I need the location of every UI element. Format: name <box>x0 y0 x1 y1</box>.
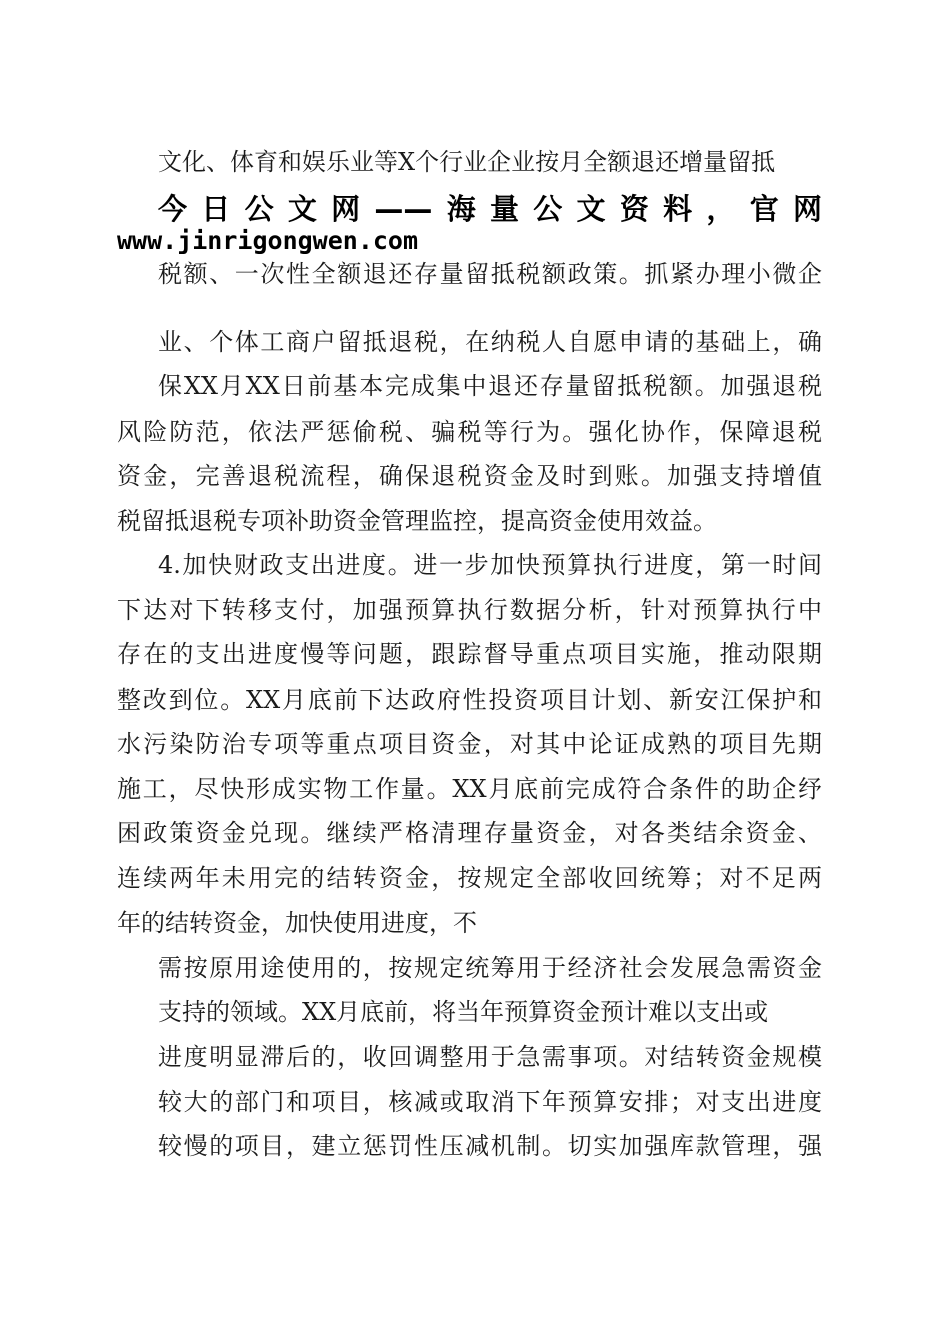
para1-line: 税留抵退税专项补助资金管理监控，提高资金使用效益。 <box>117 507 717 535</box>
watermark-url: www.jinrigongwen.com <box>117 226 419 255</box>
para3-line: 较大的部门和项目，核减或取消下年预算安排；对支出进度 <box>158 1088 822 1116</box>
watermark-title: 今日公文网——海量公文资料，官网 <box>158 192 822 226</box>
para2-line: 年的结转资金，加快使用进度，不 <box>117 909 477 937</box>
para1-line: 风险防范，依法严惩偷税、骗税等行为。强化协作，保障退税 <box>117 418 822 446</box>
para2-line: 整改到位。XX月底前下达政府性投资项目计划、新安江保护和 <box>117 686 822 714</box>
para2-line: 下达对下转移支付，加强预算执行数据分析，针对预算执行中 <box>117 596 822 624</box>
para2-line: 水污染防治专项等重点项目资金，对其中论证成熟的项目先期 <box>117 730 822 758</box>
para2-line: 困政策资金兑现。继续严格清理存量资金，对各类结余资金、 <box>117 819 822 847</box>
para3-line: 支持的领域。XX月底前，将当年预算资金预计难以支出或 <box>158 998 769 1026</box>
para1-line: 业、个体工商户留抵退税，在纳税人自愿申请的基础上，确 <box>158 328 822 356</box>
intro-line: 文化、体育和娱乐业等X个行业企业按月全额退还增量留抵 <box>158 148 776 176</box>
para2-line: 4.加快财政支出进度。进一步加快预算执行进度，第一时间 <box>158 551 822 579</box>
para1-line: 保XX月XX日前基本完成集中退还存量留抵税额。加强退税 <box>158 372 822 400</box>
para3-line: 需按原用途使用的，按规定统筹用于经济社会发展急需资金 <box>158 954 822 982</box>
para2-line: 存在的支出进度慢等问题，跟踪督导重点项目实施，推动限期 <box>117 640 822 668</box>
para1-line: 税额、一次性全额退还存量留抵税额政策。抓紧办理小微企 <box>158 260 822 288</box>
para2-line: 施工，尽快形成实物工作量。XX月底前完成符合条件的助企纾 <box>117 775 822 803</box>
para1-line: 资金，完善退税流程，确保退税资金及时到账。加强支持增值 <box>117 462 822 490</box>
para2-line: 连续两年未用完的结转资金，按规定全部收回统筹；对不足两 <box>117 864 822 892</box>
para3-line: 较慢的项目，建立惩罚性压减机制。切实加强库款管理，强 <box>158 1132 822 1160</box>
para3-line: 进度明显滞后的，收回调整用于急需事项。对结转资金规模 <box>158 1043 822 1071</box>
